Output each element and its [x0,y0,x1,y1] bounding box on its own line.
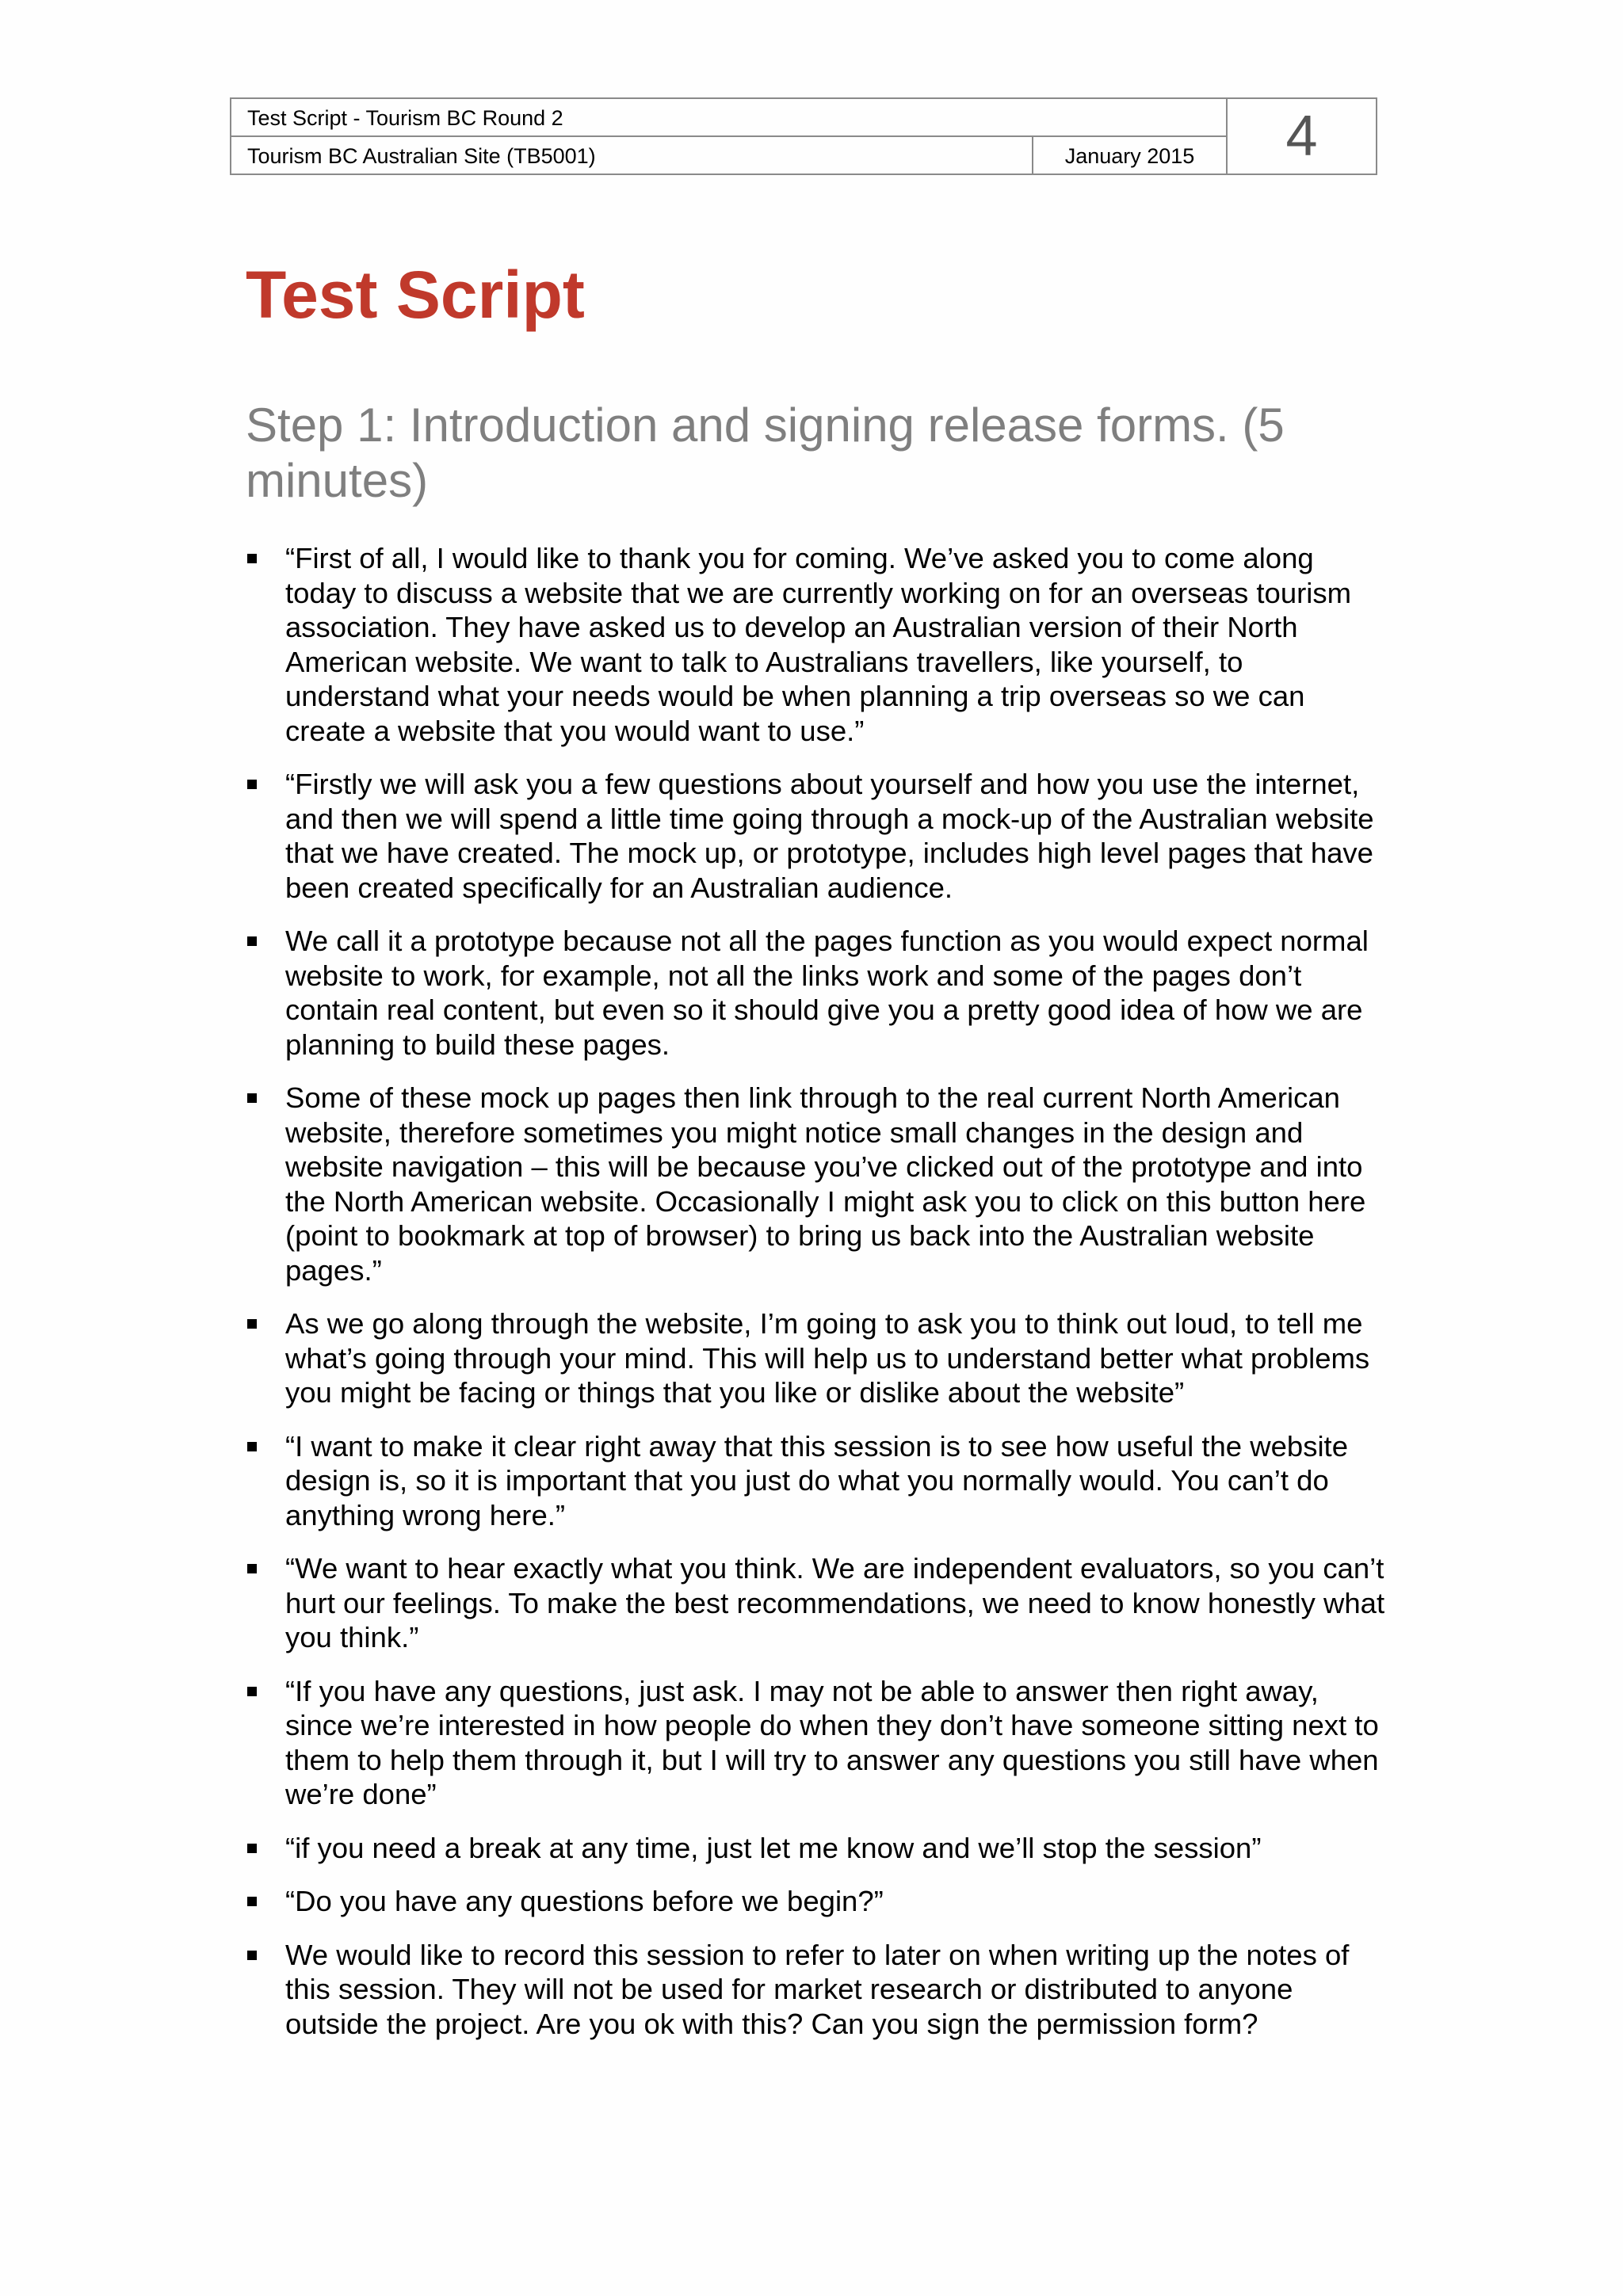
list-item-text: “if you need a break at any time, just let me know and we’ll stop the session” [285,1831,1262,1864]
square-bullet-icon [247,780,257,789]
list-item [246,541,1387,748]
list-item-text: Some of these mock up pages then link through to the real current North American website, therefore sometimes you might notice small changes in the design and website navigation – this will be because you’ve clicked out of the prototype and into the North American website. Occasionally I might ask you to click on this button here (point to bookmark at top of browser) to bring us back into the Australian website pages.” [285,1081,1366,1287]
square-bullet-icon [247,1442,257,1451]
list-item-text: As we go along through the website, I’m going to ask you to think out loud, to tell me what’s going through your mind. This will help us to understand better what problems you might be facing or things that you like or dislike about the website” [285,1307,1370,1409]
square-bullet-icon [247,1951,257,1960]
square-bullet-icon [247,1319,257,1329]
list-item [246,1081,1387,1287]
header-project: Tourism BC Australian Site (TB5001) [231,137,1033,174]
list-item [246,1938,1387,2042]
list-item-text: “Do you have any questions before we begin?” [285,1885,884,1917]
list-item [246,1831,1387,1866]
square-bullet-icon [247,554,257,563]
list-item [246,1884,1387,1919]
square-bullet-icon [247,1564,257,1573]
square-bullet-icon [247,1093,257,1103]
page-header-table [230,97,1377,175]
list-item-text: “First of all, I would like to thank you for coming. We’ve asked you to come along today to discuss a website that we are currently working on for an overseas tourism association. They have asked us to develop an Australian version of their North American website. We want to talk to Australians travellers, like yourself, to understand what your needs would be when planning a trip overseas so we can create a website that you would want to use.” [285,542,1352,747]
list-item-text: We call it a prototype because not all the pages function as you would expect normal website to work, for example, not all the links work and some of the pages don’t contain real content, but even so it should give you a pretty good idea of how we are planning to build these pages. [285,925,1369,1061]
list-item-text: “I want to make it clear right away that this session is to see how useful the website design is, so it is important that you just do what you normally would. You can’t do anything wrong here.” [285,1429,1349,1531]
bullet-list [246,541,1387,2060]
page-title: Test Script [246,257,585,332]
list-item-text: We would like to record this session to refer to later on when writing up the notes of this session. They will not be used for market research or distributed to anyone outside the project. Are you ok with this? Can you sign the permission form? [285,1938,1350,2040]
list-item-text: “If you have any questions, just ask. I may not be able to answer then right away, since we’re interested in how people do when they don’t have someone sitting next to them to help them through it, but I will try to answer any questions you still have when we’re done” [285,1674,1379,1810]
header-date: January 2015 [1033,137,1228,174]
list-item-text: “We want to hear exactly what you think. We are independent evaluators, so you can’t hurt our feelings. To make the best recommendations, we need to know honestly what you think.” [285,1552,1385,1653]
list-item [246,1551,1387,1655]
step-heading: Step 1: Introduction and signing release forms. (5 minutes) [246,399,1285,507]
list-item [246,1306,1387,1410]
list-item [246,924,1387,1062]
list-item [246,1429,1387,1533]
square-bullet-icon [247,1844,257,1853]
list-item-text: “Firstly we will ask you a few questions about yourself and how you use the internet, and then we will spend a little time going through a mock-up of the Australian website that we have created. The mock up, or prototype, includes high level pages that have been created specifically for an Australian audience. [285,768,1374,904]
square-bullet-icon [247,1897,257,1906]
square-bullet-icon [247,1687,257,1696]
square-bullet-icon [247,936,257,946]
list-item [246,767,1387,905]
header-page-number: 4 [1285,105,1318,168]
list-item [246,1674,1387,1812]
header-doc-title: Test Script - Tourism BC Round 2 [231,99,1228,137]
